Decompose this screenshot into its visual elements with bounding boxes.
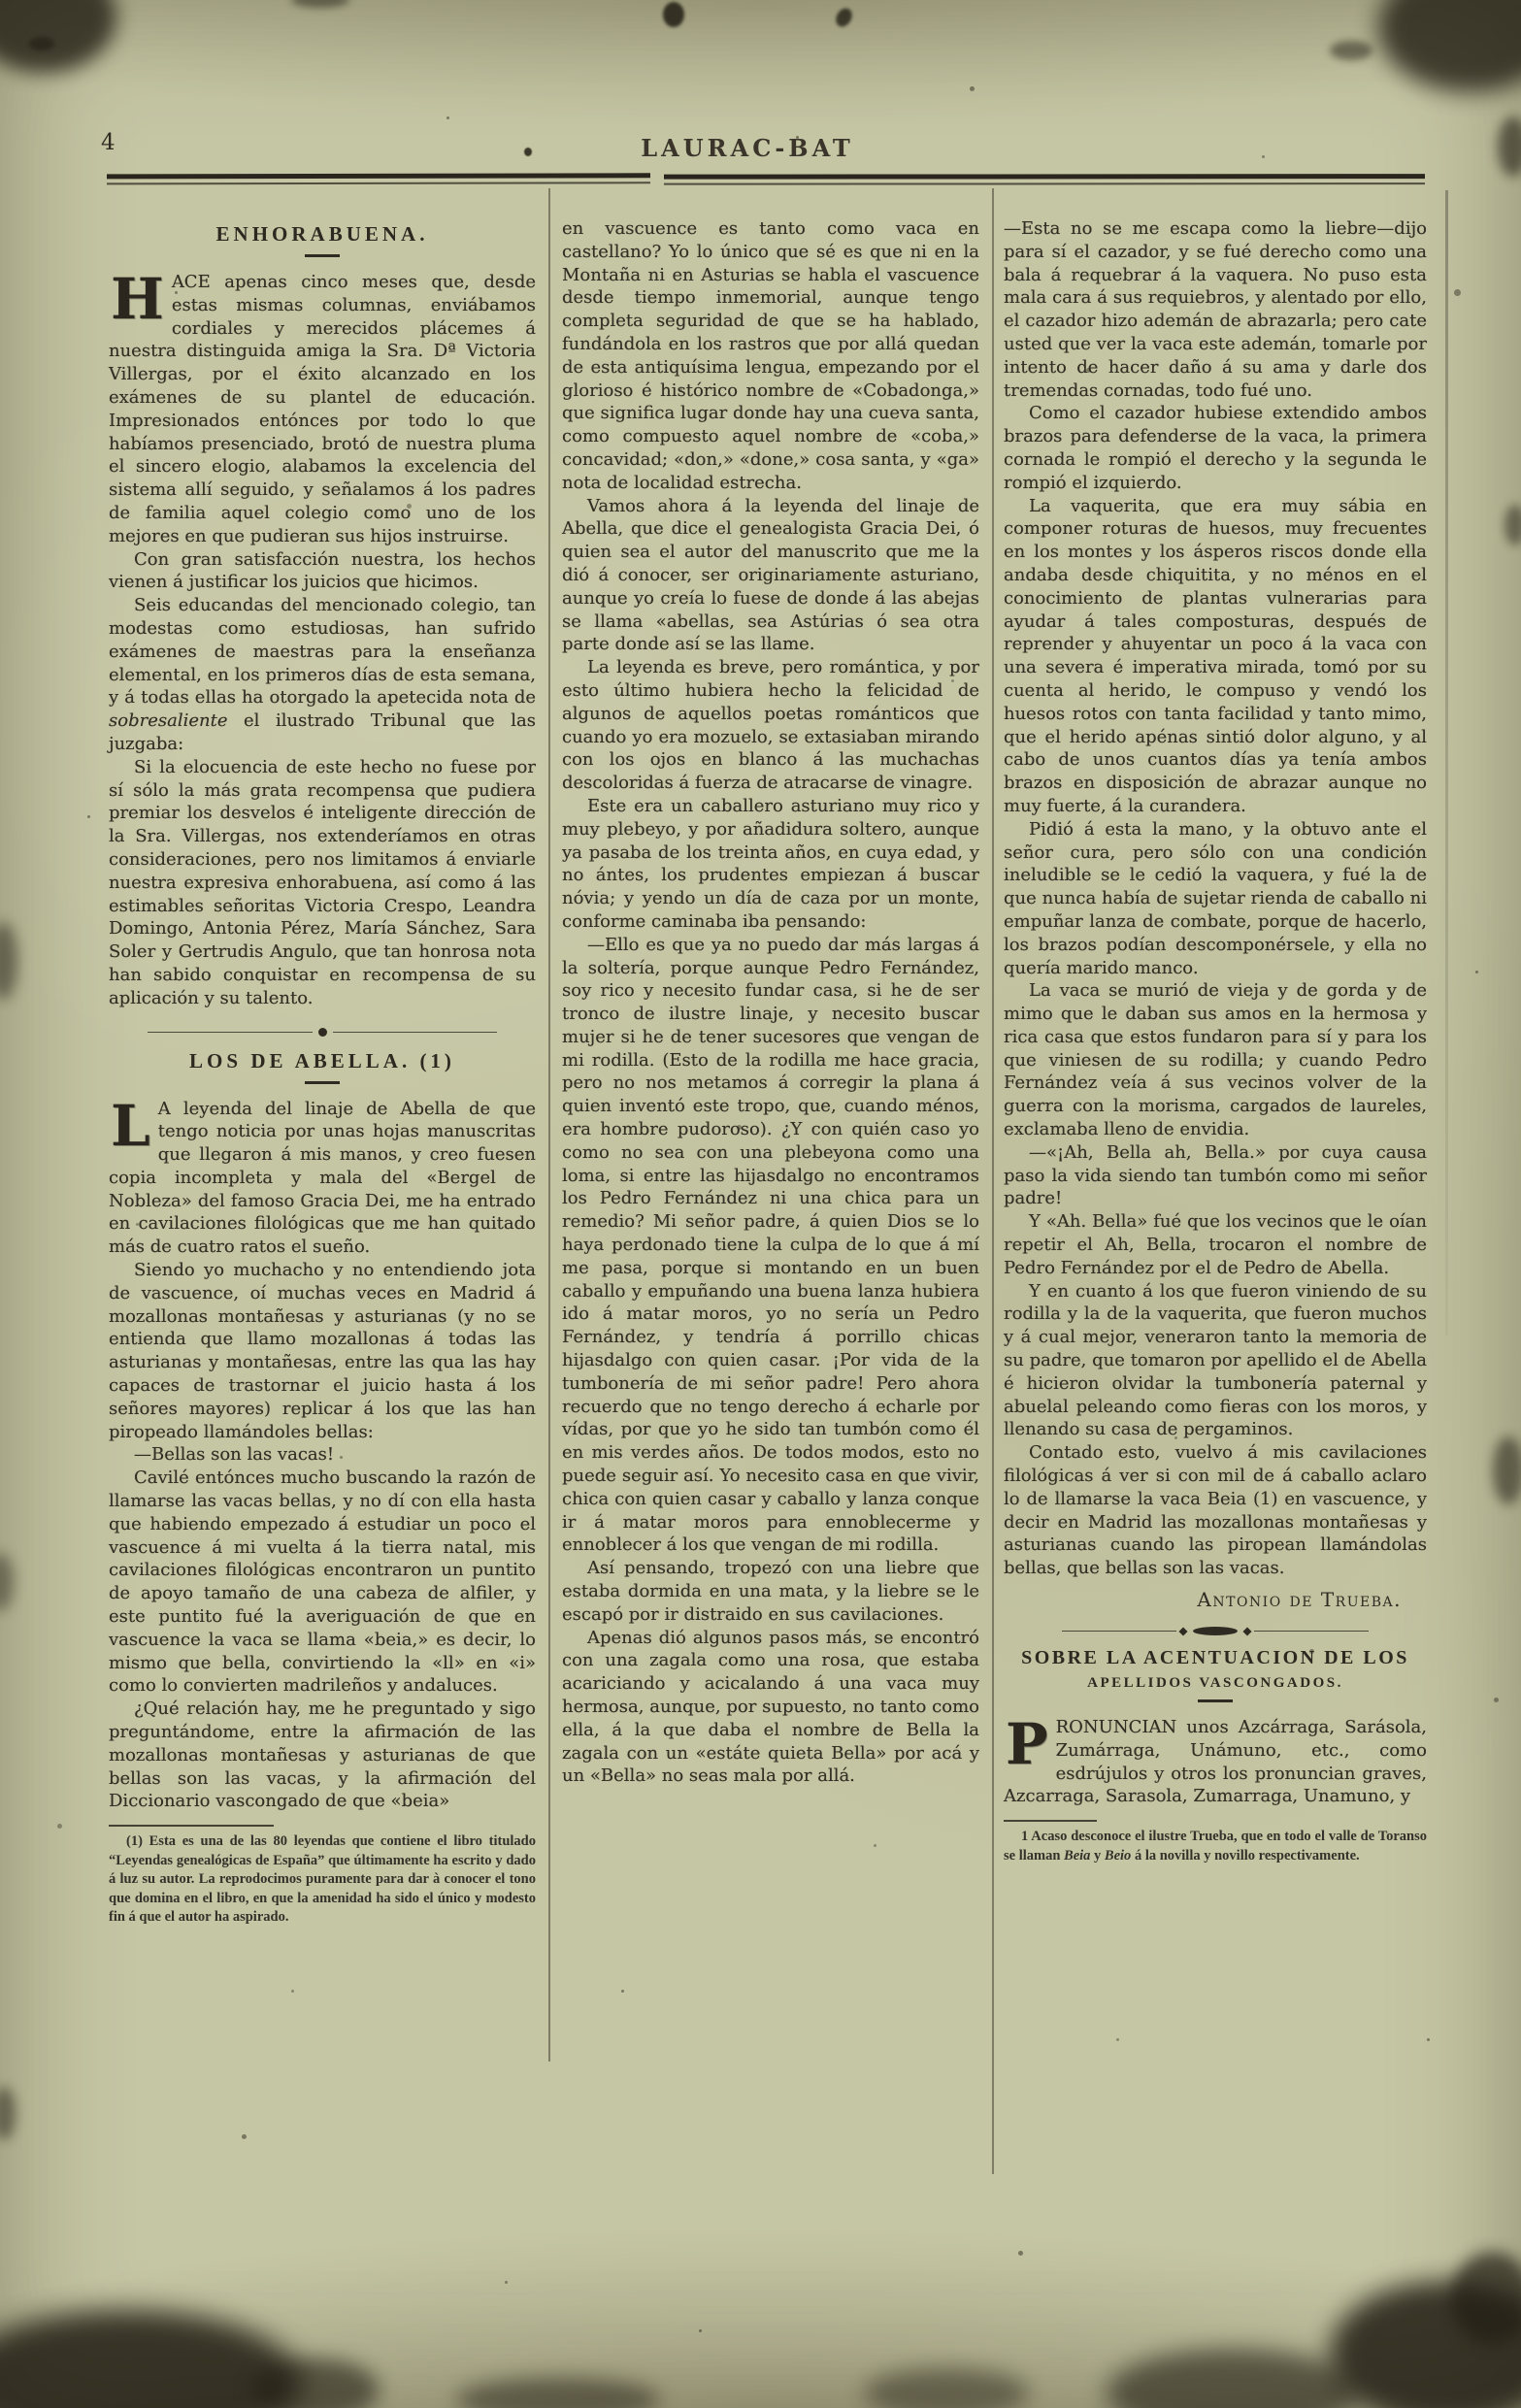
title-dash (1198, 1699, 1233, 1702)
paragraph: Y en cuanto á los que fueron viniendo de su rodilla y la de la vaquerita, que fueron muchos y á cual mejor, veneraron tanto la memoria de su padre, que tomaron por apellido el de Abella é hicieron olvidar la tumbonería paternal y abuelal peleando como fieras con los moros, y llenando su casa de pergaminos. (1004, 1280, 1427, 1440)
paragraph: Pidió á esta la mano, y la obtuvo ante el señor cura, pero sólo con una condición ineludible se le cedió la vaquera, y fué la de que nunca había de sujetar rienda de caballo ni empuñar lanza de combate, porque de hacerlo, los brazos podían descomponérsele, y ella no quería marido manco. (1004, 818, 1427, 978)
author-signature: Antonio de Trueba. (1197, 1588, 1402, 1612)
section-divider (148, 1028, 497, 1037)
paragraph: Apenas dió algunos pasos más, se encontró con una zagala como una rosa, que estaba acariciando y acicalando á una vaca muy hermosa, aunque, por supuesto, no tanto como ella, á la que daba el nombre de Bella la zagala con un «estáte quieta Bella» por acá y un «Bella» no seas mala por allá. (562, 1627, 979, 1787)
paragraph: Si la elocuencia de este hecho no fuese por sí sólo la más grata recompensa que pudiera premiar los desvelos é inteligente dirección de la Sra. Villergas, nos extenderíamos en otras consideraciones, pero nos limitamos á enviarle nuestra expresiva enhorabuena, así como á las estimables señoritas Victoria Crespo, Leandra Domingo, Antonia Pérez, María Sánchez, Sara Soler y Gertrudis Angulo, que tan honrosa nota han sabido conquistar en recompensa de su aplicación y su talento. (109, 756, 536, 1008)
paragraph: Y «Ah. Bella» fué que los vecinos que le oían repetir el Ah, Bella, trocaron el nombre de Pedro Fernández por el de Pedro de Abella. (1004, 1211, 1427, 1278)
paragraph: L A leyenda del linaje de Abella de que tengo noticia por unas hojas manuscritas que llegaron á mis manos, y creo fuesen copia incompleta y mala del «Bergel de Nobleza» del famoso Gracia Dei, me ha entrado en cavilaciones filológicas que me han quitado más de cuatro ratos el sueño. (109, 1092, 536, 1258)
paragraph: La vaquerita, que era muy sábia en componer roturas de huesos, muy frecuentes en los montes y los ásperos riscos donde ella andaba desde chiquitita, y no ménos en el conocimiento de plantas vulnerarias para ayudar á tales composturas, después de reprender y ahuyentar un poco á la vaca con una severa é imperativa mirada, tomó por su cuenta al herido, le compuso y vendó los huesos rotos con tanta facilidad y tanto mimo, que el herido apénas sintió dolor alguno, y al cabo de unos cuantos días ya tenía ambos brazos en disposición de abrazar aunque no muy fuerte, á la curandera. (1004, 495, 1427, 816)
footnote-rule (109, 1825, 274, 1827)
paragraph: Contado esto, vuelvo á mis cavilaciones filológicas á ver si con mil de á caballo aclaro lo de llamarse la vaca Beia (1) en vascuence, y decir en Madrid las mozallonas montañesas y asturianas cuando las piropean llamándolas bellas, que bellas son las vacas. (1004, 1442, 1427, 1579)
article-title-acentuacion: SOBRE LA ACENTUACION DE LOS (1021, 1647, 1409, 1669)
article-title-los-de-abella: LOS DE ABELLA. (1) (189, 1048, 455, 1072)
title-dash (305, 254, 340, 257)
paragraph: La leyenda es breve, pero romántica, y por esto último hubiera hecho la felicidad de algunos de aquellos poetas románticos que cuando yo era mozuelo, se extasiaban mirando con los ojos en blanco á las muchachas descoloridas á fuerza de atracarse de vinagre. (562, 657, 979, 794)
paragraph: —Ello es que ya no puedo dar más largas á la soltería, porque aunque Pedro Fernández, soy rico y necesito fundar casa, si he de ser tronco de ilustre linaje, y necesito buscar mujer si he de tener sucesores que vengan de mi rodilla. (Esto de la rodilla me hace gracia, pero no nos metamos á corregir la plana á quien inventó este tropo, que, cuando ménos, era hombre pudoroso). ¿Y con quién caso yo como no sea con una plebeyona como una loma, si entre las hijasdalgo no encontramos los Pedro Fernández ni una chica para un remedio? Mi señor padre, á quien Dios se lo haya perdonado tiene la culpa de lo que á mí me pasa, porque si montando en un buen caballo y empuñando una buena lanza hubiera ido á matar moros, yo no sería un Pedro Fernández, y tendría á porrillo chicas hijasdalgo con quien casar. ¡Por vida de la tumbonería de mi señor padre! Pero ahora recuerdo que no tengo derecho á echarle por vídas, por que yo he sido tan tumbón como él en mis verdes años. De todos modos, esto no puede seguir así. Yo necesito casa en que vivir, chica con quien casar y caballo y lanza conque ir á matar moros para ennoblecerme y ennoblecer á los que vengan de mi rodilla. (562, 934, 979, 1556)
column-1 (109, 217, 536, 1928)
paragraph: HACE apenas cinco meses que, desde estas mismas columnas, enviábamos cordiales y merecidos plácemes á nuestra distinguida amiga la Sra. Dª Victoria Villergas, por el éxito alcanzado en los exámenes de su plantel de educación. Impresionados entónces por todo lo que habíamos presenciado, brotó de nuestra pluma el sincero elogio, alabamos la excelencia del sistema allí seguido, y señalamos á los padres de familia aquel colegio como uno de los mejores en que pudieran sus hijos instruirse. (109, 266, 536, 546)
paragraph: Seis educandas del mencionado colegio, tan modestas como estudiosas, han sufrido exámenes de maestras para la enseñanza elemental, en los primeros días de esta semana, y á todas ellas ha otorgado la apetecida nota de sobresaliente el ilustrado Tribunal que las juzgaba: (109, 595, 536, 754)
paragraph: Vamos ahora á la leyenda del linaje de Abella, que dice el genealogista Gracia Dei, ó quien sea el autor del manuscrito que me la dió á conocer, ser originariamente asturiano, aunque yo creía lo fuese de donde á las abejas se llama «abellas, sea Astúrias ó sea otra parte donde así se las llame. (562, 495, 979, 655)
article-subtitle-acentuacion: APELLIDOS VASCONGADOS. (1087, 1675, 1343, 1692)
article-title-enhorabuena: ENHORABUENA. (215, 222, 429, 246)
column-2 (562, 217, 979, 1788)
column-3 (1004, 217, 1427, 1865)
column-rule-1 (548, 188, 550, 2062)
title-dash (305, 1081, 340, 1084)
page-fold-shadow (1445, 190, 1448, 1336)
paragraph: Este era un caballero asturiano muy rico y muy plebeyo, y por añadidura soltero, aunque ya pasaba de los treinta años, en cuya edad, y no ántes, los prudentes empiezan á buscar nóvia; y yendo un día de caza por un monte, conforme caminaba iba pensando: (562, 795, 979, 932)
drop-cap: P (1006, 1711, 1048, 1778)
drop-cap: H (111, 266, 164, 332)
paragraph: —Bellas son las vacas! (134, 1444, 335, 1466)
footnote-rule (1004, 1820, 1097, 1822)
paragraph: La vaca se murió de vieja y de gorda y de mimo que le daban sus amos en la hermosa y rica casa que estos fundaron para sí y para los que viniesen de su rodilla; y cuando Pedro Fernández veía á sus vecinos volver de la guerra con la morisma, cargados de laureles, exclamaba lleno de envidia. (1004, 980, 1427, 1140)
header-rule (107, 172, 1425, 185)
paragraph: PRONUNCIAN unos Azcárraga, Sarásola, Zumárraga, Unámuno, etc., como esdrújulos y otros los pronuncian graves, Azcarraga, Sarasola, Zumarraga, Unamuno, y (1004, 1711, 1427, 1807)
footnote-1: (1) Esta es una de las 80 leyendas que contiene el libro titulado “Leyendas genealógicas de España” que últimamente ha escrito y dado á luz su autor. La reprodocimos puramente para dar à conocer el tono que domina en el libro, en que la amenidad ha sido el único y modesto fin á que el autor ha aspirado. (109, 1833, 536, 1926)
drop-cap: L (111, 1092, 150, 1159)
page-number: 4 (101, 130, 116, 155)
paragraph: Así pensando, tropezó con una liebre que estaba dormida en una mata, y la liebre se le escapó por ir distraido en sus cavilaciones. (562, 1558, 979, 1625)
paragraph: Como el cazador hubiese extendido ambos brazos para defenderse de la vaca, la primera cornada le rompió el derecho y la segunda le rompió el izquierdo. (1004, 403, 1427, 493)
paragraph: en vascuence es tanto como vaca en castellano? Yo lo único que sé es que ni en la Montaña ni en Asturias se habla el vascuence desde tiempo inmemorial, aunque tengo completa seguridad de que se ha hablado, fundándola en los rastros que por allá quedan de esta antiquísima lengua, empezando por el glorioso é histórico nombre de «Cobadonga,» que significa lugar donde hay una cueva santa, como compuesto aquel nombre de «coba,» concavidad; «don,» «done,» cosa santa, y «ga» nota de localidad estrecha. (562, 218, 979, 493)
divider-ornament (1062, 1627, 1369, 1635)
paragraph: Cavilé entónces mucho buscando la razón de llamarse las vacas bellas, y no dí con ella hasta que habiendo empezado á estudiar un poco el vascuence á mi vuelta á la tierra natal, mis cavilaciones filológicas encontraron un puntito de apoyo tamaño de una cabeza de alfiler, y este puntito fué la averiguación de que en vascuence la vaca se llama «beia,» es decir, lo mismo que bella, convirtiendo la «ll» en «i» como lo convierten madrileños y andaluces. (109, 1468, 536, 1697)
paragraph: Siendo yo muchacho y no entendiendo jota de vascuence, oí muchas veces en Madrid á mozallonas montañesas y asturianas (y no se entienda que llamo mozallonas á todas las asturianas y montañesas, entre las qua las hay capaces de trastornar el juicio hasta á los señores mayores) replicar á los que las han piropeado llamándoles bellas: (109, 1260, 536, 1442)
footnote-2: 1 Acaso desconoce el ilustre Trueba, que en todo el valle de Toranso se llaman Beia y Beio á la novilla y novillo respectivamente. (1004, 1829, 1427, 1864)
paper-speckles (0, 0, 3, 3)
paragraph: Con gran satisfacción nuestra, los hechos vienen á justificar los juicios que hicimos. (109, 548, 536, 593)
paragraph: —«¡Ah, Bella ah, Bella.» por cuya causa paso la vida siendo tan tumbón como mi señor padre! (1004, 1141, 1427, 1209)
masthead-title: LAURAC-BAT (641, 134, 854, 162)
column-rule-2 (992, 188, 994, 2174)
paragraph: ¿Qué relación hay, me he preguntado y sigo preguntándome, entre la afirmación de las mozallonas montañesas y asturianas de que bellas son las vacas, y la afirmación del Diccionario vascongado de que «beia» (109, 1699, 536, 1812)
paragraph: —Esta no se me escapa como la liebre—dijo para sí el cazador, y se fué derecho como una bala á requebrar á la vaquera. No puso esta mala cara á sus requiebros, y alentado por ello, el cazador hizo ademán de abrazarla; pero cate usted que ver la vaca este ademán, tomarle por intento de hacer daño á su ama y darle dos tremendas cornadas, todo fué uno. (1004, 218, 1427, 401)
